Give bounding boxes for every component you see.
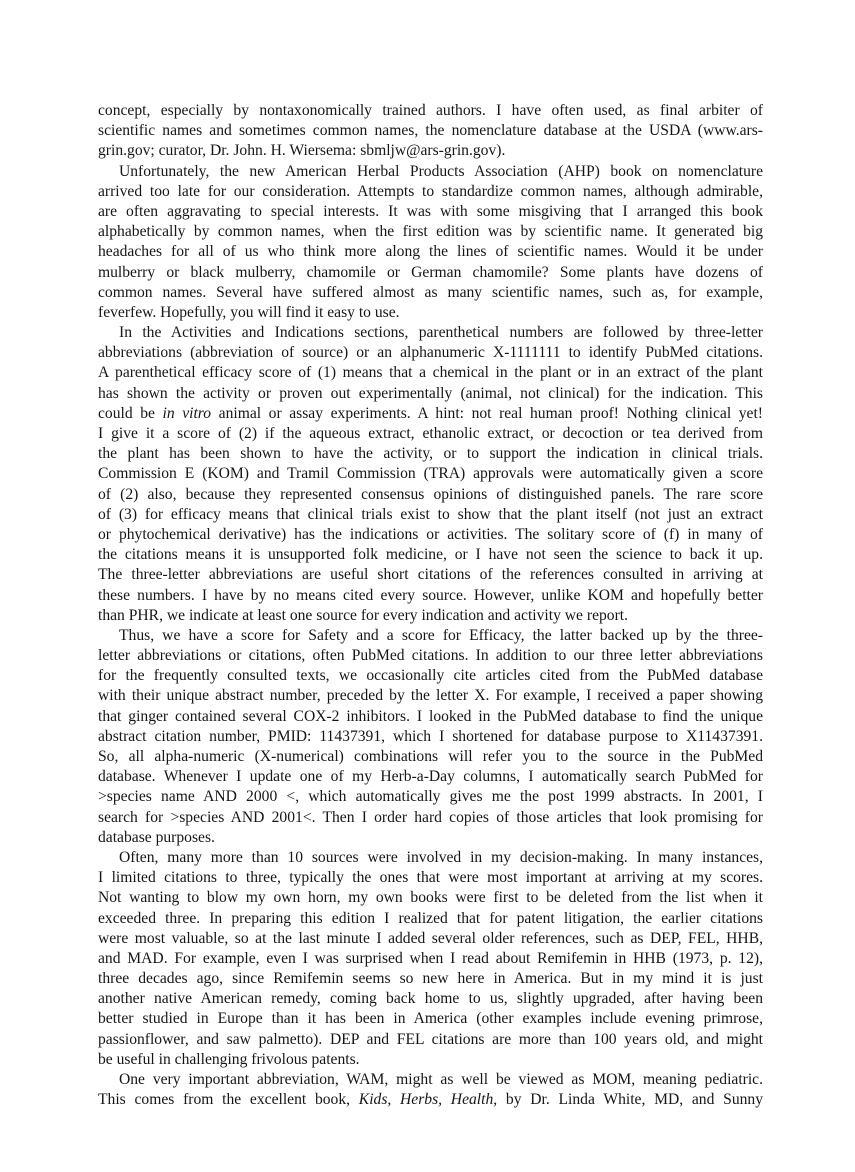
text-line <box>98 666 763 686</box>
text-segment: Thus, we have a score for Safety and a score for Efficacy, the latter backed up by the three- <box>119 626 763 644</box>
text-segment: better studied in Europe than it has been in America (other examples include evening primrose, <box>98 1010 763 1028</box>
text-segment: feverfew. Hopefully, you will find it easy to use. <box>98 303 400 321</box>
text-segment: the plant has been shown to have the activity, or to support the indication in clinical trials. <box>98 445 763 463</box>
text-segment: and MAD. For example, even I was surprised when I read about Remifemin in HHB (1973, p. 12), <box>98 949 763 967</box>
text-segment: three decades ago, since Remifemin seems so new here in America. But in my mind it is just <box>98 970 763 988</box>
text-segment: could be <box>98 404 163 422</box>
text-line <box>98 485 763 505</box>
text-segment: headaches for all of us who think more along the lines of scientific names. Would it be under <box>98 243 763 261</box>
text-segment: Not wanting to blow my own horn, my own books were first to be deleted from the list when it <box>98 889 763 907</box>
paragraph <box>98 101 763 162</box>
text-line <box>98 848 763 868</box>
text-line <box>98 525 763 545</box>
text-segment: I give it a score of (2) if the aqueous extract, ethanolic extract, or decoction or tea derived from <box>98 425 763 442</box>
text-segment: Often, many more than 10 sources were involved in my decision-making. In many instances, <box>119 848 763 866</box>
text-segment: that ginger contained several COX-2 inhibitors. I looked in the PubMed database to find the unique <box>98 707 763 725</box>
text-segment: grin.gov; curator, Dr. John. H. Wiersema: sbmljw@ars-grin.gov). <box>98 142 506 160</box>
text-segment: search for >species AND 2001<. Then I order hard copies of those articles that look promising for <box>98 808 763 826</box>
text-line <box>98 444 763 464</box>
text-segment: , by Dr. Linda White, MD, and Sunny <box>493 1091 763 1109</box>
paragraph <box>98 626 763 848</box>
text-segment: alphabetically by common names, when the first edition was by scientific name. It generated big <box>98 223 763 241</box>
text-line <box>98 747 763 767</box>
text-segment: One very important abbreviation, WAM, might as well be viewed as MOM, meaning pediatric. <box>119 1071 763 1088</box>
text-segment: Commission E (KOM) and Tramil Commission (TRA) approvals were automatically given a score <box>98 465 763 483</box>
text-segment: with their unique abstract number, preceded by the letter X. For example, I received a paper showing <box>98 687 763 705</box>
text-segment: passionflower, and saw palmetto). DEP and FEL citations are more than 100 years old, and might <box>98 1030 763 1048</box>
text-segment: exceeded three. In preparing this edition I realized that for patent litigation, the earlier citations <box>98 909 763 927</box>
text-block <box>98 101 763 1110</box>
text-line <box>98 283 763 303</box>
text-line <box>98 1050 763 1070</box>
text-line <box>98 505 763 525</box>
text-line <box>98 828 763 848</box>
paragraph <box>98 848 763 1070</box>
text-line <box>98 363 763 383</box>
text-segment: arrived too late for our consideration. Attempts to standardize common names, although admirable, <box>98 182 763 200</box>
text-line <box>98 343 763 363</box>
paragraph <box>98 323 763 626</box>
text-line <box>98 707 763 727</box>
paragraph <box>98 1070 763 1110</box>
text-line <box>98 929 763 949</box>
text-line <box>98 263 763 283</box>
text-segment: abbreviations (abbreviation of source) or an alphanumeric X-1111111 to identify PubMed citations. <box>98 344 763 362</box>
text-line <box>98 182 763 202</box>
text-segment: concept, especially by nontaxonomically trained authors. I have often used, as final arbiter of <box>98 102 763 119</box>
text-segment: mulberry or black mulberry, chamomile or German chamomile? Some plants have dozens of <box>98 263 763 281</box>
text-line <box>98 121 763 141</box>
text-segment: The three-letter abbreviations are useful short citations of the references consulted in arriving at <box>98 566 763 584</box>
text-segment: animal or assay experiments. A hint: not real human proof! Nothing clinical yet! <box>211 404 763 422</box>
text-segment: common names. Several have suffered almost as many scientific names, such as, for example, <box>98 283 763 301</box>
text-segment: abstract citation number, PMID: 11437391, which I shortened for database purpose to X11437391. <box>98 727 763 745</box>
text-segment: database. Whenever I update one of my Herb-a-Day columns, I automatically search PubMed for <box>98 768 763 786</box>
text-line <box>98 464 763 484</box>
text-line <box>98 1030 763 1050</box>
text-line <box>98 606 763 626</box>
text-segment: Unfortunately, the new American Herbal Products Association (AHP) book on nomenclature <box>119 162 763 180</box>
text-segment: of (2) also, because they represented consensus opinions of distinguished panels. The rare score <box>98 485 763 503</box>
text-segment: database purposes. <box>98 828 215 846</box>
text-segment: be useful in challenging frivolous patents. <box>98 1050 360 1068</box>
text-line <box>98 989 763 1009</box>
text-segment: scientific names and sometimes common names, the nomenclature database at the USDA (www.ars- <box>98 122 763 140</box>
text-line <box>98 646 763 666</box>
text-line <box>98 545 763 565</box>
text-segment: another native American remedy, coming back home to us, slightly upgraded, after having been <box>98 990 763 1008</box>
text-segment: >species name AND 2000 <, which automatically gives me the post 1999 abstracts. In 2001, I <box>98 788 763 806</box>
text-line <box>98 909 763 929</box>
paragraph <box>98 162 763 324</box>
text-segment: letter abbreviations or citations, often PubMed citations. In addition to our three letter abbreviations <box>98 647 763 665</box>
text-line <box>98 626 763 646</box>
text-line <box>98 586 763 606</box>
text-segment: I limited citations to three, typically the ones that were most important at arriving at my scores. <box>98 869 763 887</box>
text-line <box>98 868 763 888</box>
text-line <box>98 1090 763 1110</box>
text-line <box>98 162 763 182</box>
text-line <box>98 727 763 747</box>
text-line <box>98 686 763 706</box>
text-segment: were most valuable, so at the last minute I added several older references, such as DEP, FEL, HHB, <box>98 929 763 947</box>
text-line <box>98 1009 763 1029</box>
text-line <box>98 1070 763 1090</box>
text-segment: the citations means it is unsupported folk medicine, or I have not seen the science to back it up. <box>98 546 763 564</box>
text-line <box>98 404 763 424</box>
text-segment: or phytochemical derivative) has the indications or activities. The solitary score of (f) in many of <box>98 525 763 543</box>
text-line <box>98 767 763 787</box>
text-segment: has shown the activity or proven out experimentally (animal, not clinical) for the indication. This <box>98 384 763 402</box>
text-segment: This comes from the excellent book, <box>98 1091 359 1109</box>
text-line <box>98 888 763 908</box>
text-line <box>98 424 763 444</box>
text-segment: than PHR, we indicate at least one source for every indication and activity we report. <box>98 606 629 624</box>
text-segment: are often aggravating to special interests. It was with some misgiving that I arranged this book <box>98 202 763 220</box>
text-line <box>98 101 763 121</box>
text-line <box>98 141 763 161</box>
text-line <box>98 303 763 323</box>
text-line <box>98 969 763 989</box>
text-line <box>98 323 763 343</box>
text-line <box>98 949 763 969</box>
text-segment: So, all alpha-numeric (X-numerical) combinations will refer you to the source in the PubMed <box>98 748 763 765</box>
text-line <box>98 787 763 807</box>
text-segment: for the frequently consulted texts, we occasionally cite articles cited from the PubMed database <box>98 667 763 685</box>
text-line <box>98 202 763 222</box>
text-segment: In the Activities and Indications sections, parenthetical numbers are followed by three-letter <box>119 324 763 342</box>
text-segment: A parenthetical efficacy score of (1) means that a chemical in the plant or in an extract of the plant <box>98 364 763 382</box>
text-segment: of (3) for efficacy means that clinical trials exist to show that the plant itself (not just an extract <box>98 505 763 523</box>
text-segment: these numbers. I have by no means cited every source. However, unlike KOM and hopefully better <box>98 586 763 604</box>
text-line <box>98 222 763 242</box>
italic-text-segment: Kids, Herbs, Health <box>358 1091 494 1109</box>
text-line <box>98 808 763 828</box>
text-line <box>98 565 763 585</box>
text-line <box>98 242 763 262</box>
italic-text-segment: in vitro <box>162 404 212 422</box>
text-line <box>98 384 763 404</box>
